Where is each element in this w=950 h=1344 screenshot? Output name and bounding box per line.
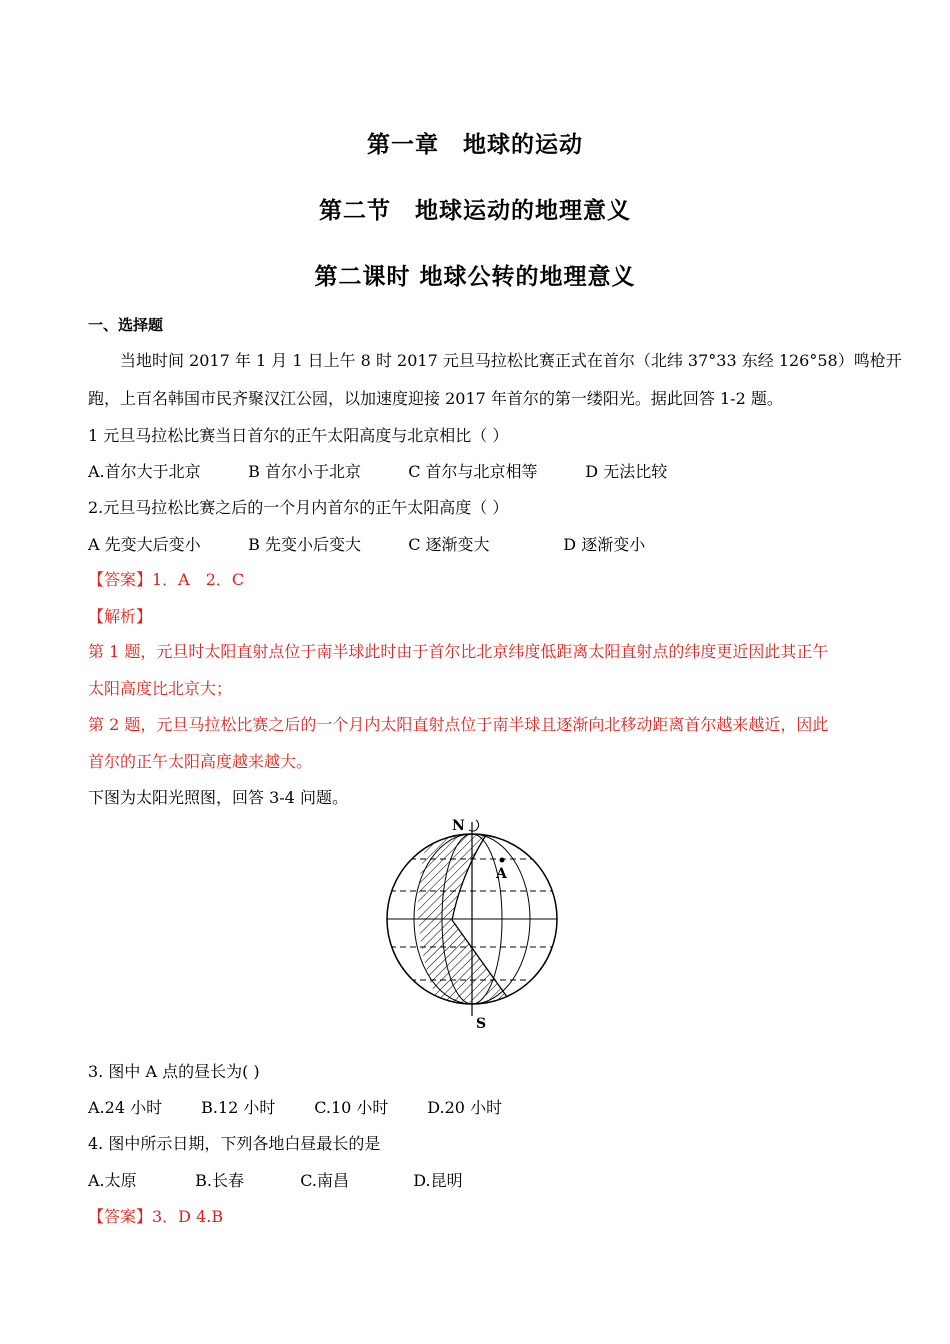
analysis-2-line1: 第 2 题，元旦马拉松比赛之后的一个月内太阳直射点位于南半球且逐渐向北移动距离首尔越来越近，因此 bbox=[88, 715, 829, 734]
q3-option-a: A.24 小时 bbox=[88, 1098, 163, 1117]
analysis-1-line2: 太阳高度比北京大； bbox=[88, 679, 233, 698]
q3-option-c: C.10 小时 bbox=[314, 1098, 389, 1117]
north-label: N bbox=[452, 818, 465, 834]
answer-1-2: 【答案】1．A 2．C bbox=[88, 570, 245, 589]
q2-option-c: C 逐渐变大 bbox=[408, 535, 490, 554]
south-label: S bbox=[476, 1016, 487, 1032]
question-4: 4. 图中所示日期，下列各地白昼最长的是 bbox=[88, 1134, 381, 1153]
question-3-options bbox=[88, 1095, 502, 1118]
q4-option-a: A.太原 bbox=[88, 1171, 137, 1190]
question-4-options bbox=[88, 1168, 463, 1191]
q4-option-b: B.长春 bbox=[195, 1171, 244, 1190]
question-1: 1 元旦马拉松比赛当日首尔的正午太阳高度与北京相比（ ） bbox=[88, 426, 509, 445]
q1-option-b: B 首尔小于北京 bbox=[248, 462, 361, 481]
section-heading: 一、选择题 bbox=[88, 316, 164, 334]
q2-option-b: B 先变小后变大 bbox=[248, 535, 361, 554]
q4-option-c: C.南昌 bbox=[300, 1171, 349, 1190]
q1-option-d: D 无法比较 bbox=[585, 462, 668, 481]
q4-option-d: D.昆明 bbox=[413, 1171, 463, 1190]
question-2-options bbox=[88, 532, 645, 555]
intro-paragraph-line2: 跑，上百名韩国市民齐聚汉江公园，以加速度迎接 2017 年首尔的第一缕阳光。据此回答 1-2 题。 bbox=[88, 389, 783, 408]
analysis-label: 【解析】 bbox=[88, 607, 153, 626]
rotation-arrow-icon bbox=[469, 820, 479, 831]
answer-3-4: 【答案】3．D 4.B bbox=[88, 1207, 224, 1226]
question-1-options bbox=[88, 459, 667, 482]
q3-option-d: D.20 小时 bbox=[427, 1098, 503, 1117]
intro-paragraph-line1: 当地时间 2017 年 1 月 1 日上午 8 时 2017 元旦马拉松比赛正式在首尔（北纬 37°33 东经 126°58）鸣枪开 bbox=[120, 351, 902, 370]
diagram-intro: 下图为太阳光照图，回答 3-4 问题。 bbox=[88, 788, 348, 807]
section-title: 第二节 地球运动的地理意义 bbox=[319, 198, 631, 224]
analysis-2-line2: 首尔的正午太阳高度越来越大。 bbox=[88, 752, 313, 771]
point-a-label: A bbox=[496, 866, 507, 882]
analysis-1-line1: 第 1 题，元旦时太阳直射点位于南半球此时由于首尔比北京纬度低距离太阳直射点的纬度更近因此其正午 bbox=[88, 642, 829, 661]
q2-option-a: A 先变大后变小 bbox=[88, 535, 201, 554]
q1-option-a: A.首尔大于北京 bbox=[88, 462, 201, 481]
point-a-marker bbox=[500, 858, 505, 863]
q1-option-c: C 首尔与北京相等 bbox=[408, 462, 538, 481]
sunlight-globe-diagram bbox=[380, 812, 565, 1032]
lesson-title: 第二课时 地球公转的地理意义 bbox=[314, 264, 636, 290]
q2-option-d: D 逐渐变小 bbox=[563, 535, 646, 554]
chapter-title: 第一章 地球的运动 bbox=[367, 132, 583, 158]
question-3: 3. 图中 A 点的昼长为( ) bbox=[88, 1062, 260, 1081]
q3-option-b: B.12 小时 bbox=[201, 1098, 276, 1117]
question-2: 2.元旦马拉松比赛之后的一个月内首尔的正午太阳高度（ ） bbox=[88, 498, 509, 517]
